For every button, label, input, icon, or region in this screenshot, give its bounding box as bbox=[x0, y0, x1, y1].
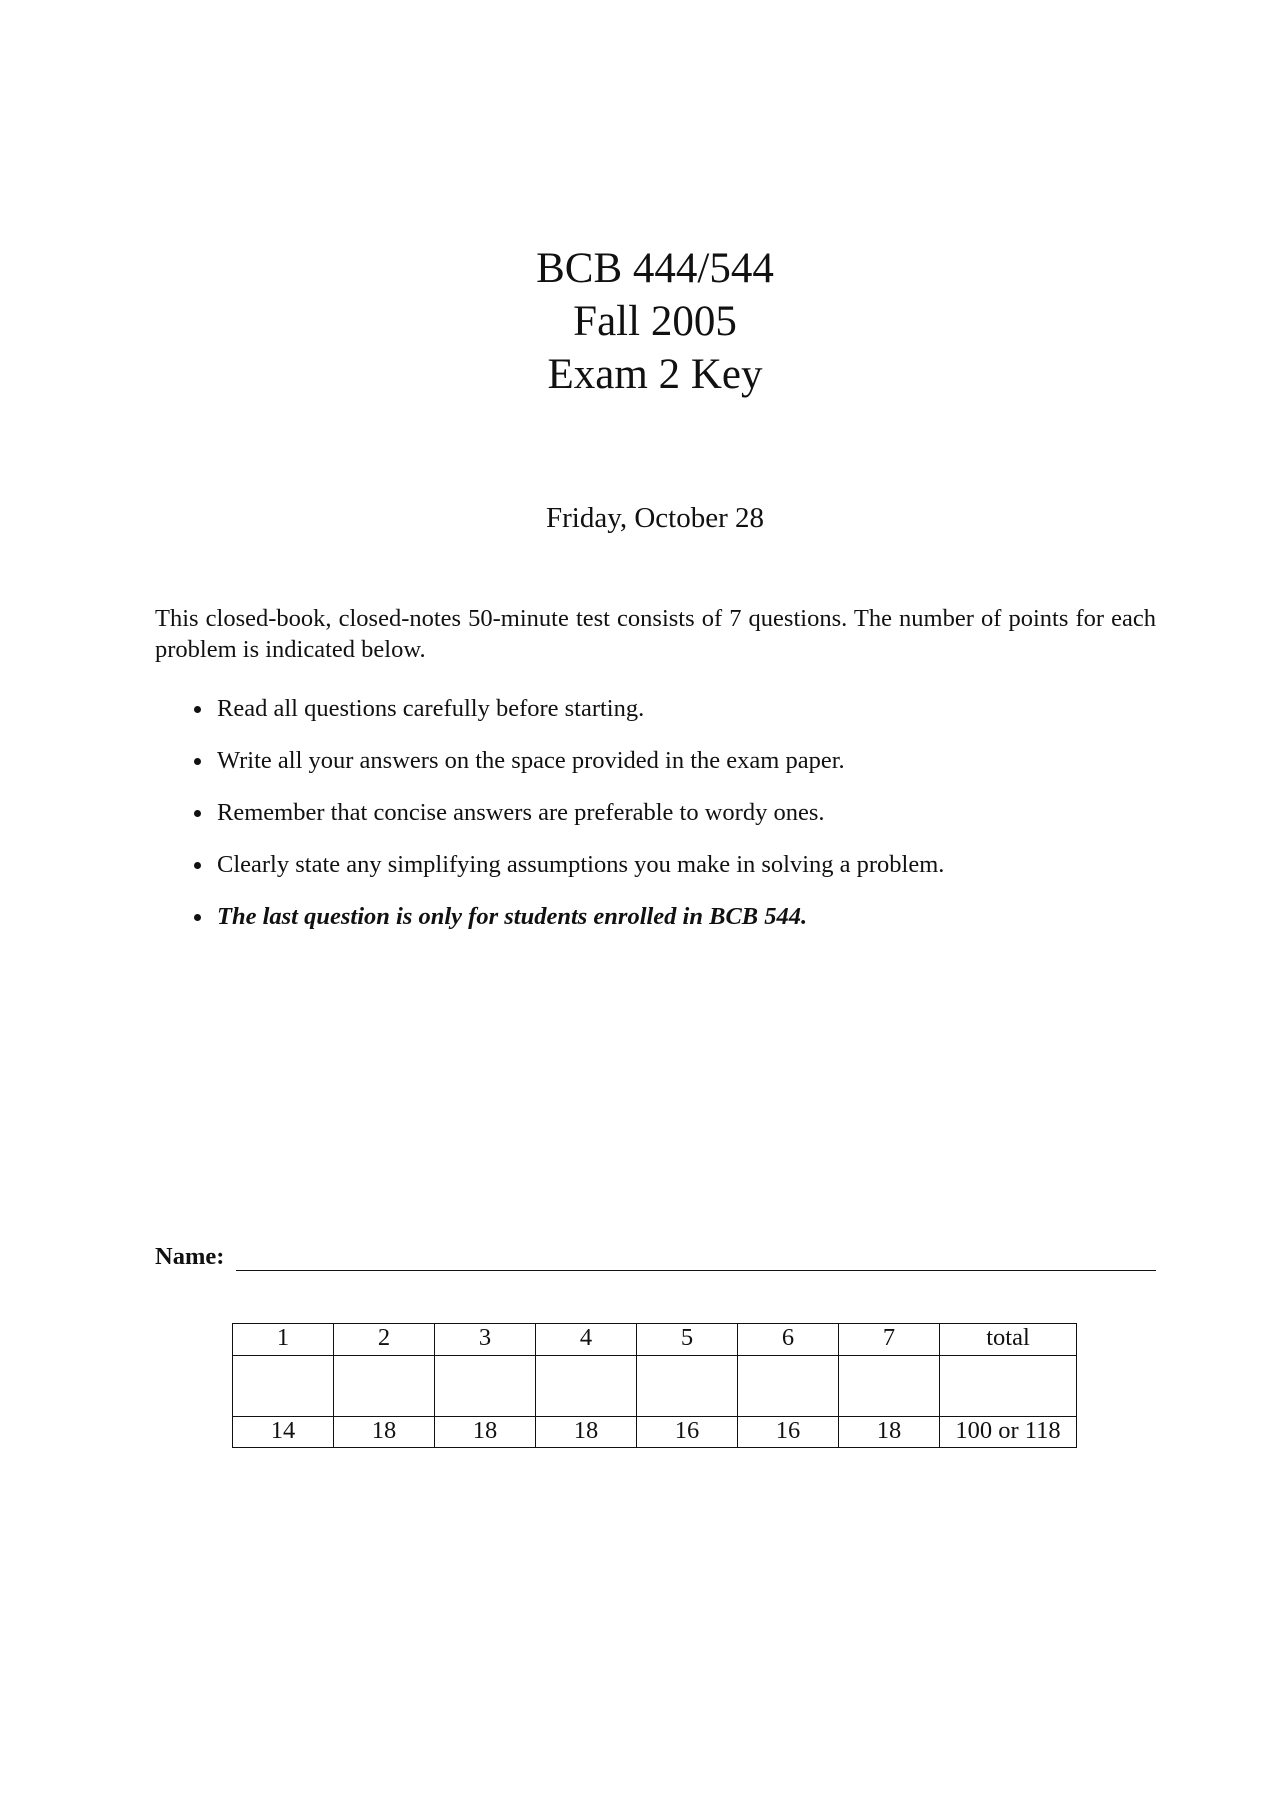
question-header: 3 bbox=[435, 1324, 536, 1356]
instruction-text: Write all your answers on the space provided in the exam paper. bbox=[217, 747, 845, 774]
exam-title bbox=[0, 242, 1280, 401]
question-header: 1 bbox=[233, 1324, 334, 1356]
instruction-item-bcb544-note bbox=[155, 901, 1156, 953]
bullet-icon bbox=[194, 914, 201, 921]
instruction-text: Clearly state any simplifying assumptions you make in solving a problem. bbox=[217, 851, 945, 878]
max-points-cell: 18 bbox=[839, 1417, 940, 1448]
intro-paragraph: This closed-book, closed-notes 50-minute test consists of 7 questions. The number of points for each problem is indicated below. bbox=[155, 605, 1156, 663]
max-points-cell: 18 bbox=[435, 1417, 536, 1448]
max-points-cell: 16 bbox=[637, 1417, 738, 1448]
score-cell[interactable] bbox=[334, 1356, 435, 1417]
max-points-cell: 16 bbox=[738, 1417, 839, 1448]
score-table bbox=[232, 1323, 1077, 1448]
score-cell[interactable] bbox=[435, 1356, 536, 1417]
max-points-cell: 18 bbox=[334, 1417, 435, 1448]
term: Fall 2005 bbox=[573, 298, 737, 345]
score-cell[interactable] bbox=[738, 1356, 839, 1417]
question-number-row bbox=[233, 1324, 1077, 1356]
bullet-icon bbox=[194, 758, 201, 765]
name-input-line[interactable] bbox=[236, 1270, 1156, 1271]
total-header: total bbox=[940, 1324, 1077, 1356]
score-cell[interactable] bbox=[637, 1356, 738, 1417]
exam-name: Exam 2 Key bbox=[547, 351, 763, 398]
instruction-text: Remember that concise answers are preferable to wordy ones. bbox=[217, 799, 825, 826]
name-field-row bbox=[155, 1240, 1156, 1274]
course-code: BCB 444/544 bbox=[536, 245, 774, 292]
instruction-item bbox=[155, 745, 1156, 797]
question-header: 4 bbox=[536, 1324, 637, 1356]
max-points-cell: 18 bbox=[536, 1417, 637, 1448]
instruction-text: Read all questions carefully before starting. bbox=[217, 695, 645, 722]
bullet-icon bbox=[194, 862, 201, 869]
question-header: 5 bbox=[637, 1324, 738, 1356]
instruction-item bbox=[155, 849, 1156, 901]
instruction-item bbox=[155, 797, 1156, 849]
instructions-list bbox=[155, 693, 1156, 953]
bullet-icon bbox=[194, 810, 201, 817]
score-entry-row bbox=[233, 1356, 1077, 1417]
question-header: 2 bbox=[334, 1324, 435, 1356]
question-header: 6 bbox=[738, 1324, 839, 1356]
instruction-item bbox=[155, 693, 1156, 745]
total-score-cell[interactable] bbox=[940, 1356, 1077, 1417]
score-cell[interactable] bbox=[536, 1356, 637, 1417]
name-label: Name: bbox=[155, 1243, 225, 1270]
max-points-cell: 14 bbox=[233, 1417, 334, 1448]
bullet-icon bbox=[194, 706, 201, 713]
question-header: 7 bbox=[839, 1324, 940, 1356]
instruction-text: The last question is only for students enrolled in BCB 544. bbox=[217, 903, 808, 930]
max-points-row bbox=[233, 1417, 1077, 1448]
score-cell[interactable] bbox=[233, 1356, 334, 1417]
score-cell[interactable] bbox=[839, 1356, 940, 1417]
exam-date: Friday, October 28 bbox=[546, 502, 764, 534]
max-total-cell: 100 or 118 bbox=[940, 1417, 1077, 1448]
